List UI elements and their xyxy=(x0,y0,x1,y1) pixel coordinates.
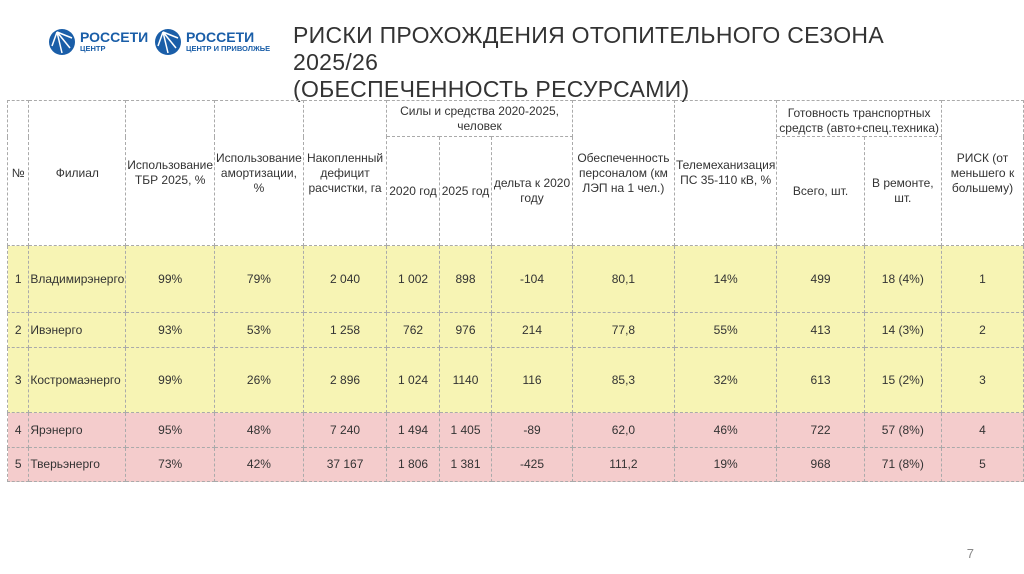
header-2020: 2020 год xyxy=(387,137,439,246)
table-cell: Тверьэнерго xyxy=(29,448,126,482)
table-cell: 762 xyxy=(387,313,439,348)
table-cell: 62,0 xyxy=(572,413,674,448)
table-cell: 116 xyxy=(492,348,573,413)
table-cell: 5 xyxy=(8,448,29,482)
table-cell: 18 (4%) xyxy=(864,246,941,313)
table-cell: -104 xyxy=(492,246,573,313)
header-no: № xyxy=(8,101,29,246)
table-cell: 32% xyxy=(675,348,777,413)
logo-sub: ЦЕНТР xyxy=(80,44,106,53)
header-repair: В ремонте, шт. xyxy=(864,137,941,246)
table-cell: 5 xyxy=(941,448,1023,482)
table-cell: 1 002 xyxy=(387,246,439,313)
header-transport: Готовность транспортных средств (авто+спец.техника) xyxy=(777,101,942,137)
table-cell: 77,8 xyxy=(572,313,674,348)
table-cell: 111,2 xyxy=(572,448,674,482)
table-cell: 85,3 xyxy=(572,348,674,413)
table-cell: 15 (2%) xyxy=(864,348,941,413)
table-cell: 2 896 xyxy=(303,348,387,413)
logo-rosseti-volga xyxy=(154,28,270,56)
table-cell: 73% xyxy=(126,448,215,482)
table-cell: 79% xyxy=(215,246,304,313)
table-cell: 4 xyxy=(8,413,29,448)
logo-name: РОССЕТИ xyxy=(80,29,149,45)
page-title xyxy=(293,22,884,103)
table-cell: 1 381 xyxy=(439,448,491,482)
table-cell: 14% xyxy=(675,246,777,313)
header-branch: Филиал xyxy=(29,101,126,246)
header-2025: 2025 год xyxy=(439,137,491,246)
table-cell: 7 240 xyxy=(303,413,387,448)
table-cell: 55% xyxy=(675,313,777,348)
table-cell: 95% xyxy=(126,413,215,448)
table-cell: 2 xyxy=(8,313,29,348)
logo-rosseti-center xyxy=(48,28,148,56)
table-cell: -425 xyxy=(492,448,573,482)
table-cell: 1 405 xyxy=(439,413,491,448)
table-cell: 37 167 xyxy=(303,448,387,482)
table-cell: 214 xyxy=(492,313,573,348)
table-cell: 53% xyxy=(215,313,304,348)
table-cell: 3 xyxy=(8,348,29,413)
table-cell: 722 xyxy=(777,413,864,448)
header-risk: РИСК (от меньшего к большему) xyxy=(941,101,1023,246)
table-cell: 48% xyxy=(215,413,304,448)
header-delta: дельта к 2020 году xyxy=(492,137,573,246)
header-telemech: Телемеханизация ПС 35-110 кВ, % xyxy=(675,101,777,246)
table-cell: 2 xyxy=(941,313,1023,348)
table-cell: 99% xyxy=(126,246,215,313)
table-row xyxy=(8,246,1024,313)
table-cell: 80,1 xyxy=(572,246,674,313)
table-cell: Владимирэнерго xyxy=(29,246,126,313)
table-cell: Костромаэнерго xyxy=(29,348,126,413)
header-staff: Обеспеченность персоналом (км ЛЭП на 1 чел.) xyxy=(572,101,674,246)
header-total: Всего, шт. xyxy=(777,137,864,246)
title-line: (ОБЕСПЕЧЕННОСТЬ РЕСУРСАМИ) xyxy=(293,76,690,102)
table-row xyxy=(8,413,1024,448)
table-cell: 1 258 xyxy=(303,313,387,348)
table-cell: 1 xyxy=(8,246,29,313)
header-tbr: Использование ТБР 2025, % xyxy=(126,101,215,246)
header-amort: Использование амортизации, % xyxy=(215,101,304,246)
table-cell: 613 xyxy=(777,348,864,413)
header-forces: Силы и средства 2020-2025, человек xyxy=(387,101,573,137)
table-cell: 57 (8%) xyxy=(864,413,941,448)
table-cell: Ивэнерго xyxy=(29,313,126,348)
risk-table xyxy=(7,100,1024,482)
table-cell: 71 (8%) xyxy=(864,448,941,482)
table-row xyxy=(8,313,1024,348)
table-cell: 4 xyxy=(941,413,1023,448)
table-cell: 413 xyxy=(777,313,864,348)
table-cell: 499 xyxy=(777,246,864,313)
table-row xyxy=(8,448,1024,482)
table-cell: 1140 xyxy=(439,348,491,413)
table-cell: -89 xyxy=(492,413,573,448)
table-cell: 42% xyxy=(215,448,304,482)
table-cell: Ярэнерго xyxy=(29,413,126,448)
table-row xyxy=(8,348,1024,413)
header-deficit: Накопленный дефицит расчистки, га xyxy=(303,101,387,246)
rosseti-emblem-icon xyxy=(48,28,76,56)
table-cell: 26% xyxy=(215,348,304,413)
table-cell: 1 xyxy=(941,246,1023,313)
table-cell: 99% xyxy=(126,348,215,413)
table-cell: 19% xyxy=(675,448,777,482)
table-cell: 2 040 xyxy=(303,246,387,313)
logo-name: РОССЕТИ xyxy=(186,29,255,45)
table-cell: 1 806 xyxy=(387,448,439,482)
page-number: 7 xyxy=(966,546,974,561)
table-cell: 93% xyxy=(126,313,215,348)
table-cell: 3 xyxy=(941,348,1023,413)
rosseti-emblem-icon xyxy=(154,28,182,56)
table-cell: 1 494 xyxy=(387,413,439,448)
table-cell: 976 xyxy=(439,313,491,348)
table-cell: 898 xyxy=(439,246,491,313)
logo-sub: ЦЕНТР И ПРИВОЛЖЬЕ xyxy=(186,44,271,53)
table-cell: 14 (3%) xyxy=(864,313,941,348)
title-line: РИСКИ ПРОХОЖДЕНИЯ ОТОПИТЕЛЬНОГО СЕЗОНА xyxy=(293,22,884,48)
title-line: 2025/26 xyxy=(293,49,379,75)
table-cell: 46% xyxy=(675,413,777,448)
table-cell: 968 xyxy=(777,448,864,482)
table-cell: 1 024 xyxy=(387,348,439,413)
